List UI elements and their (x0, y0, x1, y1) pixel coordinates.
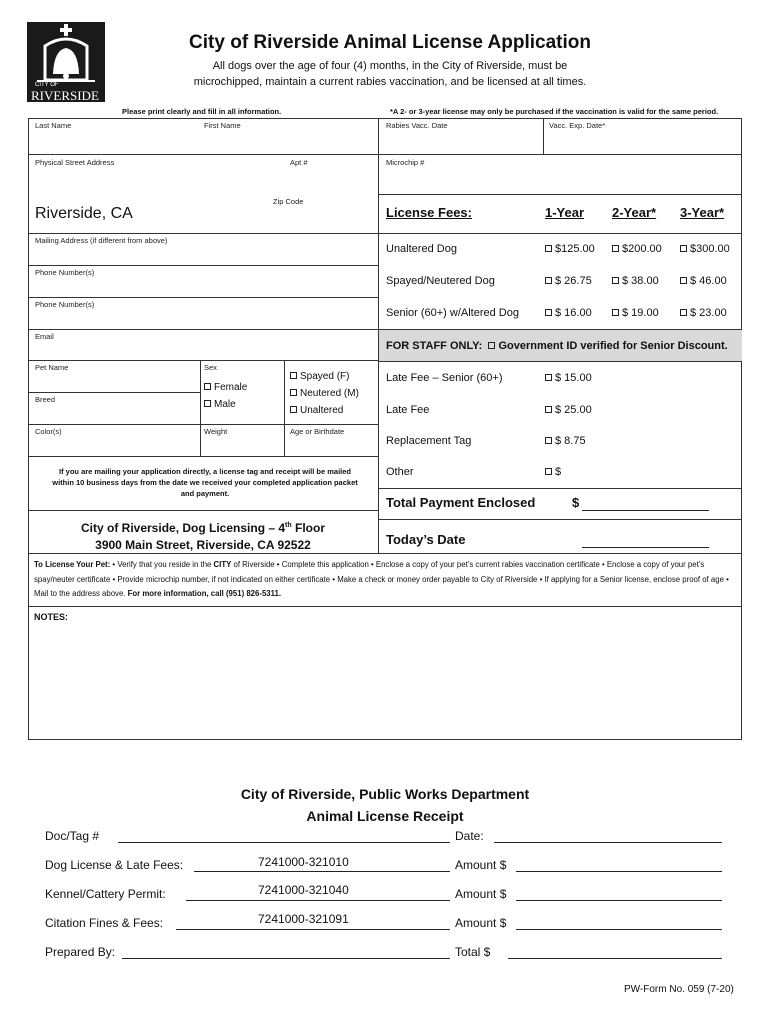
subtitle-line2: microchipped, maintain a current rabies vaccination, and be licensed at all times. (193, 76, 587, 88)
kennel-amount-input[interactable] (516, 900, 722, 901)
weight-label: Weight (204, 427, 228, 436)
fee-spayed-2yr[interactable]: $ 38.00 (612, 275, 659, 287)
receipt-date-input[interactable] (494, 842, 722, 843)
total-input[interactable] (582, 510, 709, 511)
vacc-exp-label: Vacc. Exp. Date* (549, 121, 606, 130)
instructions-city: CITY (213, 560, 232, 569)
instructions (34, 558, 738, 602)
mail-note: If you are mailing your application directly, a license tag and receipt will be mailed within 10 business days from the date we received your completed application packet and payment. (52, 467, 358, 498)
fee-label-unaltered: Unaltered Dog (386, 243, 457, 255)
rabies-date-label: Rabies Vacc. Date (386, 121, 448, 130)
sex-label: Sex (204, 363, 217, 372)
citation-amount-label: Amount $ (455, 916, 507, 930)
phone1-label: Phone Number(s) (35, 268, 95, 277)
fee-unaltered-1yr[interactable]: $125.00 (545, 243, 595, 255)
last-name-label: Last Name (35, 121, 72, 130)
dog-amount-input[interactable] (516, 871, 722, 872)
doc-tag-label: Doc/Tag # (45, 829, 100, 843)
neutered-option[interactable] (290, 388, 359, 399)
fee-spayed-1yr[interactable]: $ 26.75 (545, 275, 592, 287)
late-fee-label: Late Fee (386, 404, 430, 416)
kennel-label: Kennel/Cattery Permit: (45, 887, 166, 901)
instructions-lead: To License Your Pet: (34, 560, 111, 569)
staff-checkbox[interactable] (488, 342, 495, 349)
late-fee[interactable]: $ 25.00 (545, 404, 592, 416)
prepared-by-label: Prepared By: (45, 945, 116, 959)
citation-code: 7241000-321091 (258, 912, 349, 926)
neutered-checkbox[interactable] (290, 389, 297, 396)
fee-senior-3yr[interactable]: $ 23.00 (680, 307, 727, 319)
apt-label: Apt # (290, 158, 308, 167)
zip-label: Zip Code (273, 197, 304, 206)
address-line1 (30, 517, 376, 537)
fee-col-3year: 3-Year* (680, 205, 725, 220)
receipt-title2: Animal License Receipt (306, 808, 464, 824)
male-option[interactable] (204, 399, 236, 410)
license-note: *A 2- or 3-year license may only be purchased if the vaccination is valid for the same period. (390, 107, 719, 116)
receipt-total-label: Total $ (455, 945, 491, 959)
citation-amount-input[interactable] (516, 929, 722, 930)
pet-name-label: Pet Name (35, 363, 69, 372)
kennel-amount-label: Amount $ (455, 887, 507, 901)
replacement-tag-label: Replacement Tag (386, 435, 472, 447)
dog-license-label: Dog License & Late Fees: (45, 858, 184, 872)
other-fee[interactable]: $ (545, 466, 561, 478)
female-option[interactable] (204, 382, 247, 393)
city-value: Riverside, CA (35, 205, 133, 222)
fee-col-1year: 1-Year (545, 205, 585, 220)
spayed-option[interactable] (290, 371, 349, 382)
email-label: Email (35, 332, 54, 341)
staff-only (386, 340, 728, 352)
fee-unaltered-2yr[interactable]: $200.00 (612, 243, 662, 255)
phone2-label: Phone Number(s) (35, 300, 95, 309)
fee-label-spayed: Spayed/Neutered Dog (386, 275, 495, 287)
subtitle-line1: All dogs over the age of four (4) months, in the City of Riverside, must be (212, 60, 568, 72)
color-label: Color(s) (35, 427, 62, 436)
kennel-code: 7241000-321040 (258, 883, 349, 897)
fee-senior-2yr[interactable]: $ 19.00 (612, 307, 659, 319)
fee-spayed-3yr[interactable]: $ 46.00 (680, 275, 727, 287)
fee-senior-1yr[interactable]: $ 16.00 (545, 307, 592, 319)
fee-unaltered-3yr[interactable]: $300.00 (680, 243, 730, 255)
unaltered-label: Unaltered (300, 405, 344, 416)
fee-col-2year: 2-Year* (612, 205, 657, 220)
spayed-label: Spayed (F) (300, 371, 350, 382)
unaltered-option[interactable] (290, 405, 343, 416)
street-label: Physical Street Address (35, 158, 115, 167)
late-fee-senior-label: Late Fee – Senior (60+) (386, 372, 503, 384)
female-label: Female (214, 382, 248, 393)
form-number: PW-Form No. 059 (7-20) (624, 984, 734, 995)
print-note: Please print clearly and fill in all information. (122, 107, 282, 116)
instructions-body1: • Verify that you reside in the (110, 560, 214, 569)
receipt-date-label: Date: (455, 829, 484, 843)
staff-only-label: FOR STAFF ONLY: (386, 340, 483, 352)
notes-label: NOTES: (34, 612, 69, 622)
microchip-label: Microchip # (386, 158, 425, 167)
page-title: City of Riverside Animal License Application (189, 32, 591, 53)
total-label: Total Payment Enclosed (386, 495, 536, 510)
mailing-label: Mailing Address (if different from above) (35, 236, 168, 245)
address-line2: 3900 Main Street, Riverside, CA 92522 (95, 538, 311, 552)
prepared-by-input[interactable] (122, 958, 450, 959)
mailing-address (30, 517, 376, 554)
male-label: Male (214, 399, 236, 410)
dog-license-code: 7241000-321010 (258, 855, 349, 869)
doc-tag-input[interactable] (118, 842, 450, 843)
breed-label: Breed (35, 395, 56, 404)
dog-amount-label: Amount $ (455, 858, 507, 872)
date-label: Today’s Date (386, 532, 466, 547)
logo-city-of: CITY OF (35, 82, 59, 88)
age-label: Age or Birthdate (290, 427, 345, 436)
replacement-tag[interactable]: $ 8.75 (545, 435, 586, 447)
notes-area[interactable] (30, 626, 740, 738)
city-logo (27, 22, 105, 102)
instructions-more-info: For more information, call (951) 826-5311. (127, 589, 282, 598)
staff-text: Government ID verified for Senior Discount. (498, 340, 728, 352)
other-label: Other (386, 466, 414, 478)
first-name-label: First Name (204, 121, 241, 130)
logo-riverside: RIVERSIDE (31, 88, 99, 103)
instructions-body2: of Riverside • Complete this application • Enclose a copy of your pet’s current rabies vaccination certificate • Enclose a copy of your pet’s spay/neuter certificate • Provide microchip number, if not indicated on either certificate • Make a check or money order payable to City of Riverside • If applying for a Senior license, enclose proof of age • Mail to the address above. (34, 560, 729, 598)
fee-label-senior: Senior (60+) w/Altered Dog (386, 307, 519, 319)
unaltered-checkbox[interactable] (290, 406, 297, 413)
female-checkbox[interactable] (204, 383, 211, 390)
citation-label: Citation Fines & Fees: (45, 916, 164, 930)
male-checkbox[interactable] (204, 400, 211, 407)
address-floor: Floor (291, 521, 325, 535)
spayed-checkbox[interactable] (290, 372, 297, 379)
receipt-total-input[interactable] (508, 958, 722, 959)
receipt-title1: City of Riverside, Public Works Department (240, 786, 530, 802)
address-line1-text: City of Riverside, Dog Licensing – 4 (81, 521, 286, 535)
late-fee-senior[interactable]: $ 15.00 (545, 372, 592, 384)
date-input[interactable] (582, 547, 709, 548)
fees-header: License Fees: (386, 205, 472, 220)
subtitle (120, 58, 660, 90)
neutered-label: Neutered (M) (300, 388, 359, 399)
address-sup: th (285, 522, 292, 529)
total-dollar: $ (572, 495, 580, 510)
